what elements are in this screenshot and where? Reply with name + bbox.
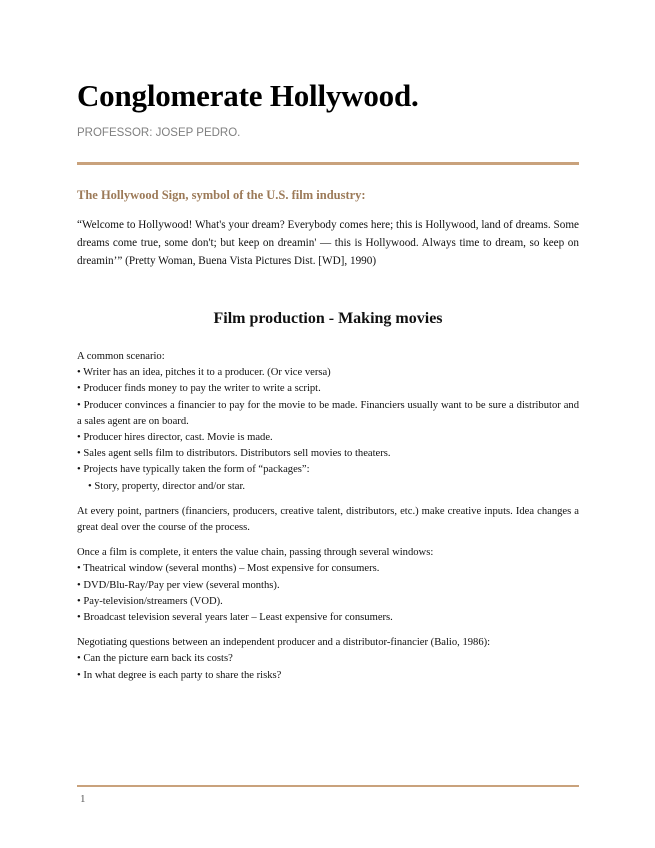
value-chain-intro: Once a film is complete, it enters the value chain, passing through several windows: — [77, 547, 434, 559]
scenario-intro: A common scenario: — [77, 351, 165, 362]
partners-paragraph: At every point, partners (financiers, producers, creative talent, distributors, etc.) make creative inputs. Idea changes a great deal over the course of the process. — [77, 505, 579, 534]
list-item: • Producer convinces a financier to pay for the movie to be made. Financiers usually want to be sure a distributor and a sales agent are on board. — [77, 399, 579, 427]
quote-paragraph: “Welcome to Hollywood! What's your dream? Everybody comes here; this is Hollywood, land of dreams. Some dreams come true, some don't; but keep on dreamin' — this is Hollywood. Always time to dream, so keep on dreamin’” (Pretty Woman, Buena Vista Pictures Dist. [WD], 1990) — [77, 219, 579, 267]
body-text — [77, 349, 579, 684]
film-production-heading: Film production - Making movies — [213, 310, 443, 327]
list-item: • DVD/Blu-Ray/Pay per view (several months). — [77, 579, 280, 591]
list-subitem: • Story, property, director and/or star. — [88, 480, 246, 492]
list-item: • In what degree is each party to share the risks? — [77, 669, 282, 681]
section-heading: The Hollywood Sign, symbol of the U.S. film industry: — [77, 188, 366, 202]
header-divider — [77, 162, 579, 165]
negotiating-intro: Negotiating questions between an independent producer and a distributor-financier (Balio, 1986): — [77, 637, 491, 649]
list-item: • Pay-television/streamers (VOD). — [77, 595, 223, 607]
list-item: • Theatrical window (several months) – Most expensive for consumers. — [77, 563, 380, 575]
list-item: • Sales agent sells film to distributors. Distributors sell movies to theaters. — [77, 448, 391, 460]
list-item: • Projects have typically taken the form of “packages”: — [77, 464, 310, 476]
list-item: • Producer hires director, cast. Movie is made. — [77, 432, 273, 444]
list-item: • Writer has an idea, pitches it to a producer. (Or vice versa) — [77, 367, 331, 379]
list-item: • Can the picture earn back its costs? — [77, 653, 233, 665]
document-subtitle: PROFESSOR: JOSEP PEDRO. — [77, 127, 241, 139]
list-item: • Broadcast television several years later – Least expensive for consumers. — [77, 612, 393, 624]
footer-divider — [77, 785, 579, 787]
list-item: • Producer finds money to pay the writer to write a script. — [77, 383, 321, 395]
document-title: Conglomerate Hollywood. — [77, 78, 419, 113]
page-number: 1 — [80, 793, 86, 805]
